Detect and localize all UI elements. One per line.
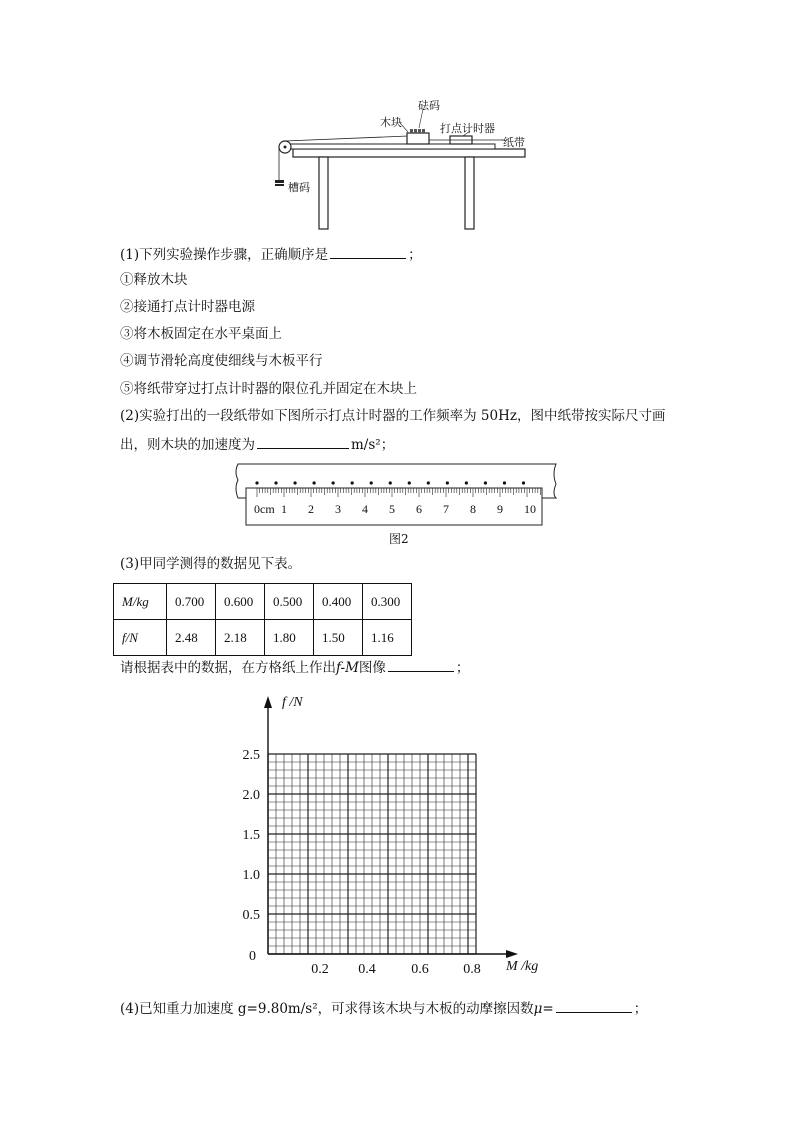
label-tape: 纸带 xyxy=(503,136,525,149)
tape-dot xyxy=(503,481,506,484)
y-tick-label: 1.5 xyxy=(242,828,260,843)
q4-answer-blank[interactable] xyxy=(556,998,632,1013)
tape-dot xyxy=(484,481,487,484)
ruler-label: 2 xyxy=(308,502,314,516)
label-hanging-weight: 槽码 xyxy=(288,181,310,194)
q2-line-1: (2)实验打出的一段纸带如下图所示打点计时器的工作频率为 50Hz，图中纸带按实际尺寸画 xyxy=(120,408,666,424)
ruler-label: 10 xyxy=(524,502,536,516)
axes xyxy=(264,696,518,958)
x-tick-label: 0.2 xyxy=(311,962,329,977)
q2-answer-blank[interactable] xyxy=(257,434,349,449)
hanging-weight xyxy=(275,180,284,183)
tape-dot xyxy=(408,481,411,484)
ruler-label: 9 xyxy=(497,502,503,516)
tape-dot xyxy=(389,481,392,484)
label-block: 木块 xyxy=(380,116,402,129)
tape-dot xyxy=(522,481,525,484)
y-axis-arrow xyxy=(264,696,272,708)
ruler-label: 3 xyxy=(335,502,341,516)
cell-f-4: 1.50 xyxy=(314,620,363,656)
q1-step-1: ①释放木块 xyxy=(120,272,188,288)
label-timer: 打点计时器 xyxy=(440,122,495,135)
x-tick-label: 0.6 xyxy=(411,962,429,977)
f-M-graph[interactable] xyxy=(230,690,560,990)
y-tick-label: 2.0 xyxy=(242,788,260,803)
q2-line-2: 出，则木块的加速度为 m/s²； xyxy=(120,434,394,454)
q4-prompt: (4)已知重力加速度 g=9.80m/s²，可求得该木块与木板的动摩擦因数μ= ； xyxy=(120,998,647,1018)
cell-M-4: 0.400 xyxy=(314,584,363,620)
q3-intro: (3)甲同学测得的数据见下表。 xyxy=(120,556,302,572)
tape-dot xyxy=(370,481,373,484)
table-row-f xyxy=(114,620,412,656)
y-tick-label: 2.5 xyxy=(242,748,260,763)
cell-f-5: 1.16 xyxy=(363,620,412,656)
ruler-label: 0cm xyxy=(254,502,275,516)
ruler-label: 6 xyxy=(416,502,422,516)
tape-dot xyxy=(274,481,277,484)
ruler-label: 4 xyxy=(362,502,368,516)
q3-instruction: 请根据表中的数据，在方格纸上作出f-M图像 ； xyxy=(120,657,469,677)
tape-dot xyxy=(332,481,335,484)
cell-M-1: 0.700 xyxy=(167,584,216,620)
row-label-f: f/N xyxy=(114,620,167,656)
q1-step-5: ⑤将纸带穿过打点计时器的限位孔并固定在木块上 xyxy=(120,381,417,397)
cell-M-5: 0.300 xyxy=(363,584,412,620)
cell-f-1: 2.48 xyxy=(167,620,216,656)
y-tick-label: 1.0 xyxy=(242,868,260,883)
weights-on-block xyxy=(410,129,425,133)
x-axis-label: M /kg xyxy=(506,959,539,974)
tape-ruler-figure xyxy=(230,462,562,528)
tape-dot xyxy=(313,481,316,484)
ruler-label: 5 xyxy=(389,502,395,516)
data-table xyxy=(113,583,412,656)
grid xyxy=(268,754,476,954)
ruler-label: 7 xyxy=(443,502,449,516)
q3-answer-blank[interactable] xyxy=(388,657,454,672)
tape-dot xyxy=(293,481,296,484)
tape-dot xyxy=(465,481,468,484)
tape-dot xyxy=(351,481,354,484)
ruler-labels xyxy=(230,502,562,518)
row-label-M: M/kg xyxy=(114,584,167,620)
q1-prompt: (1)下列实验操作步骤，正确顺序是 ； xyxy=(120,244,422,264)
table-row-M xyxy=(114,584,412,620)
x-tick-label: 0.4 xyxy=(358,962,376,977)
cell-M-3: 0.500 xyxy=(265,584,314,620)
ruler-label: 1 xyxy=(281,502,287,516)
origin-label: 0 xyxy=(249,949,256,964)
label-weights: 砝码 xyxy=(418,99,440,112)
q1-step-2: ②接通打点计时器电源 xyxy=(120,299,255,315)
ruler-label: 8 xyxy=(470,502,476,516)
wooden-block xyxy=(407,133,429,144)
tape-dots xyxy=(255,481,525,484)
q1-step-3: ③将木板固定在水平桌面上 xyxy=(120,326,282,342)
y-tick-label: 0.5 xyxy=(242,908,260,923)
x-tick-label: 0.8 xyxy=(463,962,481,977)
figure2-caption: 图2 xyxy=(389,532,409,546)
tape-dot xyxy=(255,481,258,484)
x-axis-arrow xyxy=(506,950,518,958)
wooden-board xyxy=(287,144,495,149)
tape-dot xyxy=(427,481,430,484)
q1-step-4: ④调节滑轮高度使细线与木板平行 xyxy=(120,353,323,369)
tape-dot xyxy=(446,481,449,484)
string xyxy=(285,136,408,141)
y-axis-label: f /N xyxy=(282,695,303,710)
table-top xyxy=(293,149,525,157)
table-leg-left xyxy=(319,157,328,229)
cell-f-2: 2.18 xyxy=(216,620,265,656)
cell-M-2: 0.600 xyxy=(216,584,265,620)
q1-answer-blank[interactable] xyxy=(330,244,406,259)
cell-f-3: 1.80 xyxy=(265,620,314,656)
table-leg-right xyxy=(465,157,474,229)
